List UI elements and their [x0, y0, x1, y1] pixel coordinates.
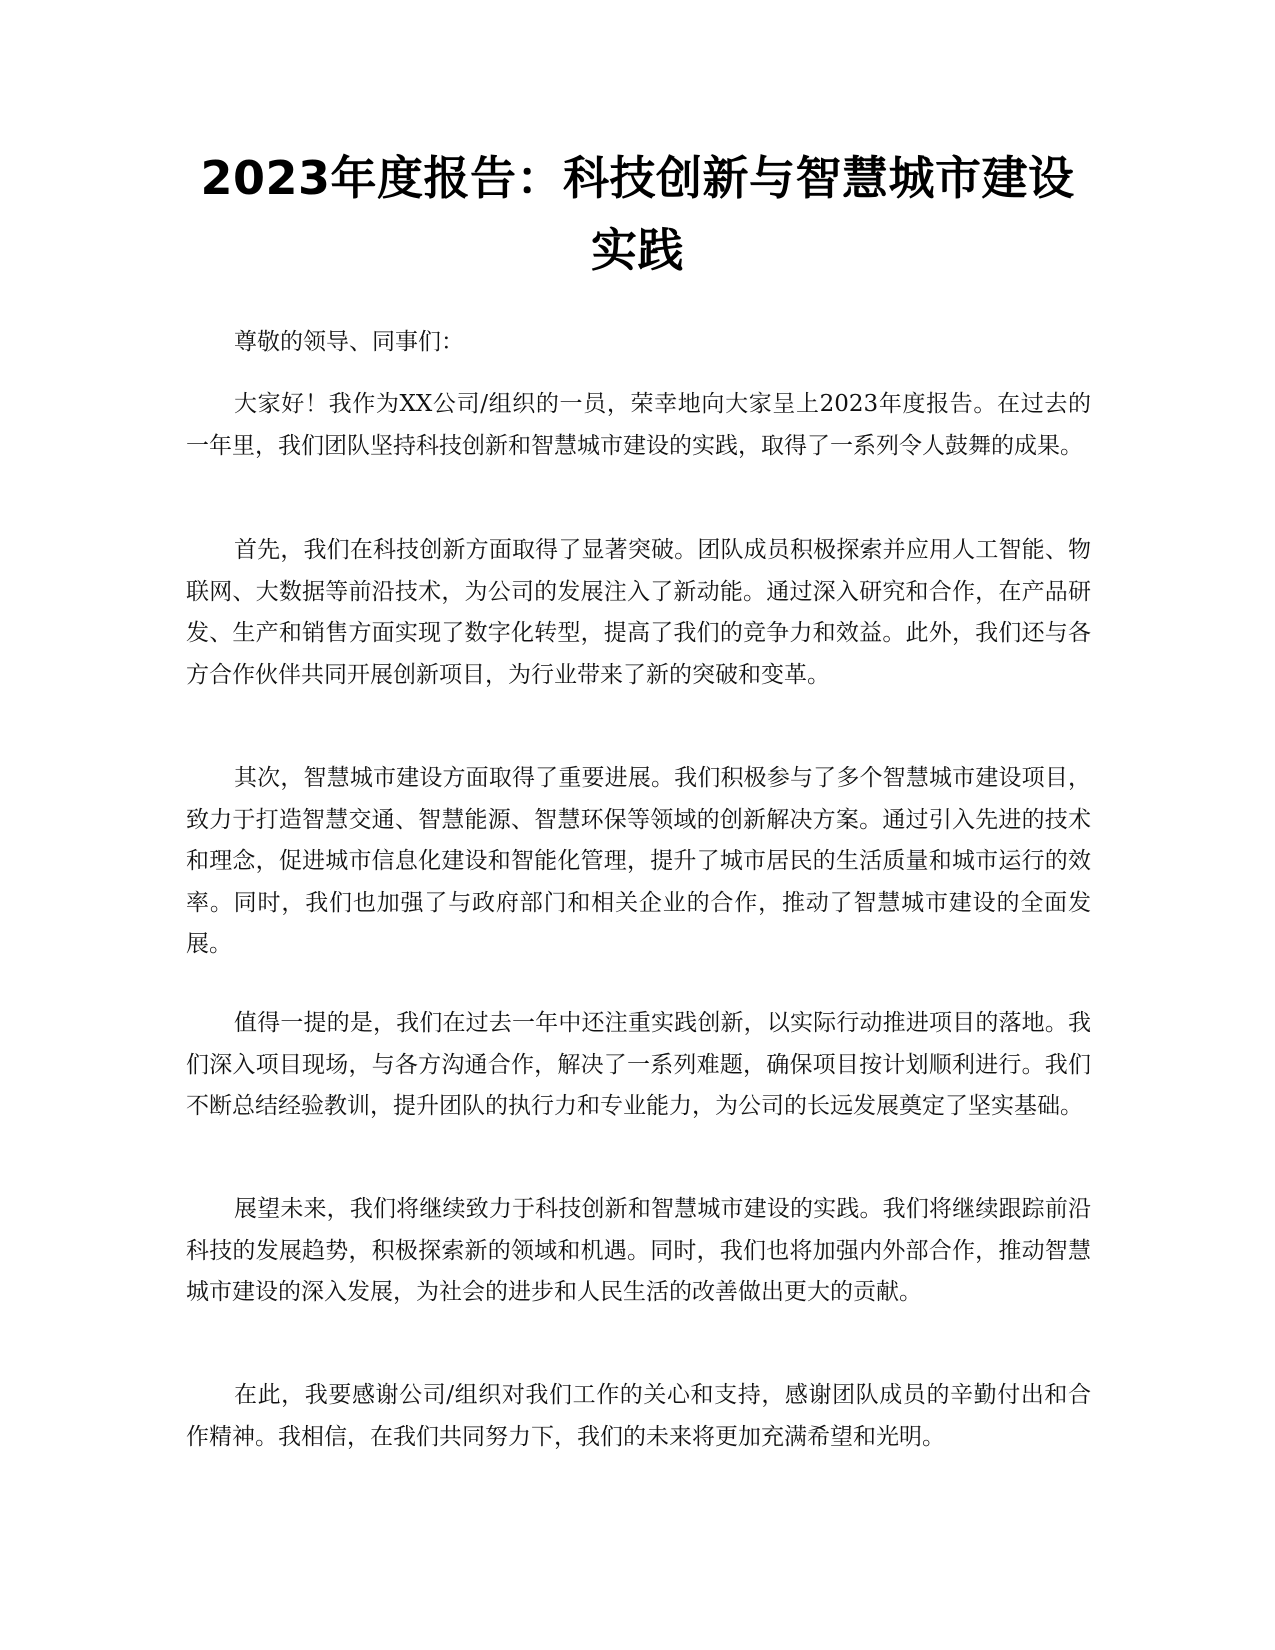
- paragraph-thanks: 在此，我要感谢公司/组织对我们工作的关心和支持，感谢团队成员的辛勤付出和合作精神。我相信，在我们共同努力下，我们的未来将更加充满希望和光明。: [186, 1382, 1091, 1450]
- document-title: 2023年度报告：科技创新与智慧城市建设实践: [200, 151, 1075, 277]
- paragraph-intro: 大家好！我作为XX公司/组织的一员，荣幸地向大家呈上2023年度报告。在过去的一年里，我们团队坚持科技创新和智慧城市建设的实践，取得了一系列令人鼓舞的成果。: [186, 391, 1091, 459]
- paragraph-outlook: 展望未来，我们将继续致力于科技创新和智慧城市建设的实践。我们将继续跟踪前沿科技的发展趋势，积极探索新的领域和机遇。同时，我们也将加强内外部合作，推动智慧城市建设的深入发展，为社会的进步和人民生活的改善做出更大的贡献。: [186, 1196, 1091, 1305]
- paragraph-smart-city: 其次，智慧城市建设方面取得了重要进展。我们积极参与了多个智慧城市建设项目，致力于打造智慧交通、智慧能源、智慧环保等领域的创新解决方案。通过引入先进的技术和理念，促进城市信息化建设和智能化管理，提升了城市居民的生活质量和城市运行的效率。同时，我们也加强了与政府部门和相关企业的合作，推动了智慧城市建设的全面发展。: [186, 765, 1091, 957]
- paragraph-tech-innovation: 首先，我们在科技创新方面取得了显著突破。团队成员积极探索并应用人工智能、物联网、大数据等前沿技术，为公司的发展注入了新动能。通过深入研究和合作，在产品研发、生产和销售方面实现了数字化转型，提高了我们的竞争力和效益。此外，我们还与各方合作伙伴共同开展创新项目，为行业带来了新的突破和变革。: [186, 537, 1091, 688]
- greeting-line: 尊敬的领导、同事们：: [234, 329, 464, 355]
- paragraph-practice-innovation: 值得一提的是，我们在过去一年中还注重实践创新，以实际行动推进项目的落地。我们深入项目现场，与各方沟通合作，解决了一系列难题，确保项目按计划顺利进行。我们不断总结经验教训，提升团队的执行力和专业能力，为公司的长远发展奠定了坚实基础。: [186, 1010, 1091, 1119]
